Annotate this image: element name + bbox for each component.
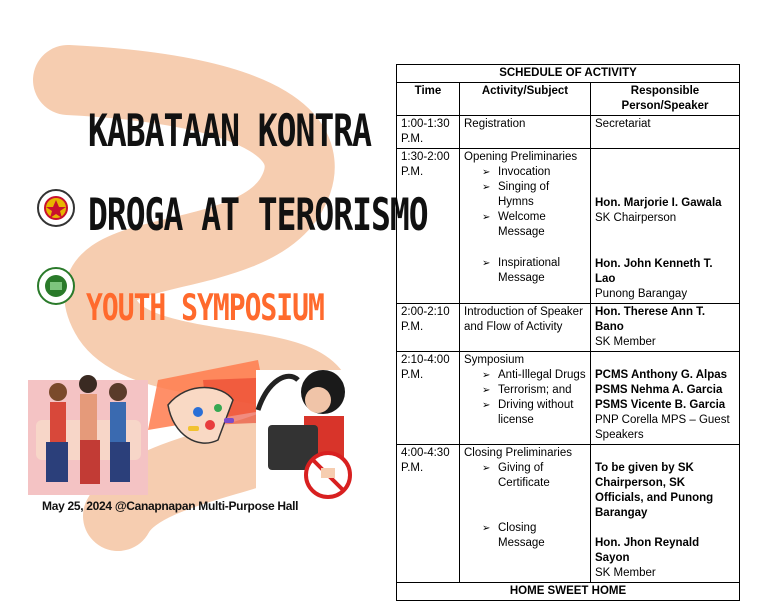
- barangay-seal-icon: [38, 190, 74, 226]
- table-header-row: [397, 83, 740, 116]
- spacer: [595, 521, 735, 536]
- spacer: [595, 150, 735, 196]
- cell-time: 2:10-4:00 P.M.: [397, 352, 460, 445]
- spacer: [595, 446, 735, 461]
- list-item: ➢ Inspirational Message: [482, 256, 586, 286]
- table-footer-row: [397, 583, 740, 601]
- cell-speaker: Secretariat: [591, 116, 740, 149]
- schedule-table: [396, 64, 740, 601]
- speaker-name: Hon. John Kenneth T. Lao: [595, 258, 713, 285]
- speaker-name: PCMS Anthony G. Alpas: [595, 369, 728, 381]
- speaker-name: Hon. Therese Ann T. Bano: [595, 306, 706, 333]
- list-item: ➢ Closing Message: [482, 521, 586, 551]
- driver-illustration: [256, 370, 366, 516]
- table-footer: HOME SWEET HOME: [397, 583, 740, 601]
- header-time: Time: [397, 83, 460, 116]
- activity-list: [464, 165, 586, 286]
- cell-time: 1:00-1:30 P.M.: [397, 116, 460, 149]
- speaker-role: SK Member: [595, 336, 656, 348]
- cell-speaker: [591, 149, 740, 304]
- speaker-name: To be given by SK Chairperson, SK Officials, and Punong Barangay: [595, 462, 714, 519]
- speaker-role: SK Chairperson: [595, 212, 677, 224]
- table-row: [397, 352, 740, 445]
- speaker-role: Punong Barangay: [595, 288, 688, 300]
- list-item: ➢ Driving without license: [482, 398, 586, 428]
- spacer: [595, 353, 735, 368]
- activity-title: Opening Preliminaries: [464, 151, 578, 163]
- table-row: [397, 116, 740, 149]
- table-title: SCHEDULE OF ACTIVITY: [397, 65, 740, 83]
- youth-illustration: [28, 375, 148, 495]
- cell-activity: [460, 352, 591, 445]
- header-activity: Activity/Subject: [460, 83, 591, 116]
- list-item: ➢ Invocation: [482, 165, 586, 180]
- cell-time: 2:00-2:10 P.M.: [397, 304, 460, 352]
- cell-time: 4:00-4:30 P.M.: [397, 445, 460, 583]
- activity-list: [464, 461, 586, 551]
- speaker-name: PSMS Vicente B. Garcia: [595, 399, 726, 411]
- activity-list: [464, 368, 586, 428]
- poster-footer: May 25, 2024 @Canapnapan Multi-Purpose Hall: [42, 499, 299, 513]
- spacer: [595, 226, 735, 257]
- list-item: ➢ Anti-Illegal Drugs: [482, 368, 586, 383]
- cell-activity: [460, 445, 591, 583]
- header-speaker: Responsible Person/Speaker: [591, 83, 740, 116]
- cell-activity: [460, 149, 591, 304]
- list-item: ➢ Giving of Certificate: [482, 461, 586, 491]
- cell-activity: Registration: [460, 116, 591, 149]
- table-title-row: [397, 65, 740, 83]
- cell-speaker: [591, 352, 740, 445]
- speaker-name: Hon. Jhon Reynald Sayon: [595, 537, 700, 564]
- poster-title-line-1: KABATAAN KONTRA: [88, 104, 372, 157]
- list-item: ➢ Singing of Hymns: [482, 180, 586, 210]
- table-row: [397, 304, 740, 352]
- cell-speaker: [591, 445, 740, 583]
- poster-subtitle: YOUTH SYMPOSIUM: [86, 286, 324, 329]
- poster-title-line-2: DROGA AT TERORISMO: [88, 188, 428, 241]
- activity-title: Closing Preliminaries: [464, 447, 573, 459]
- activity-title: Symposium: [464, 354, 525, 366]
- table-row: [397, 445, 740, 583]
- speaker-role: SK Member: [595, 567, 656, 579]
- speaker-name: PSMS Nehma A. Garcia: [595, 384, 723, 396]
- cell-activity: Introduction of Speaker and Flow of Activity: [460, 304, 591, 352]
- speaker-note: PNP Corella MPS – Guest Speakers: [595, 414, 730, 441]
- list-item: ➢ Terrorism; and: [482, 383, 586, 398]
- sk-seal-icon: [38, 268, 74, 304]
- cell-time: 1:30-2:00 P.M.: [397, 149, 460, 304]
- list-item: ➢ Welcome Message: [482, 210, 586, 240]
- speaker-name: Hon. Marjorie I. Gawala: [595, 197, 722, 209]
- table-row: [397, 149, 740, 304]
- cell-speaker: [591, 304, 740, 352]
